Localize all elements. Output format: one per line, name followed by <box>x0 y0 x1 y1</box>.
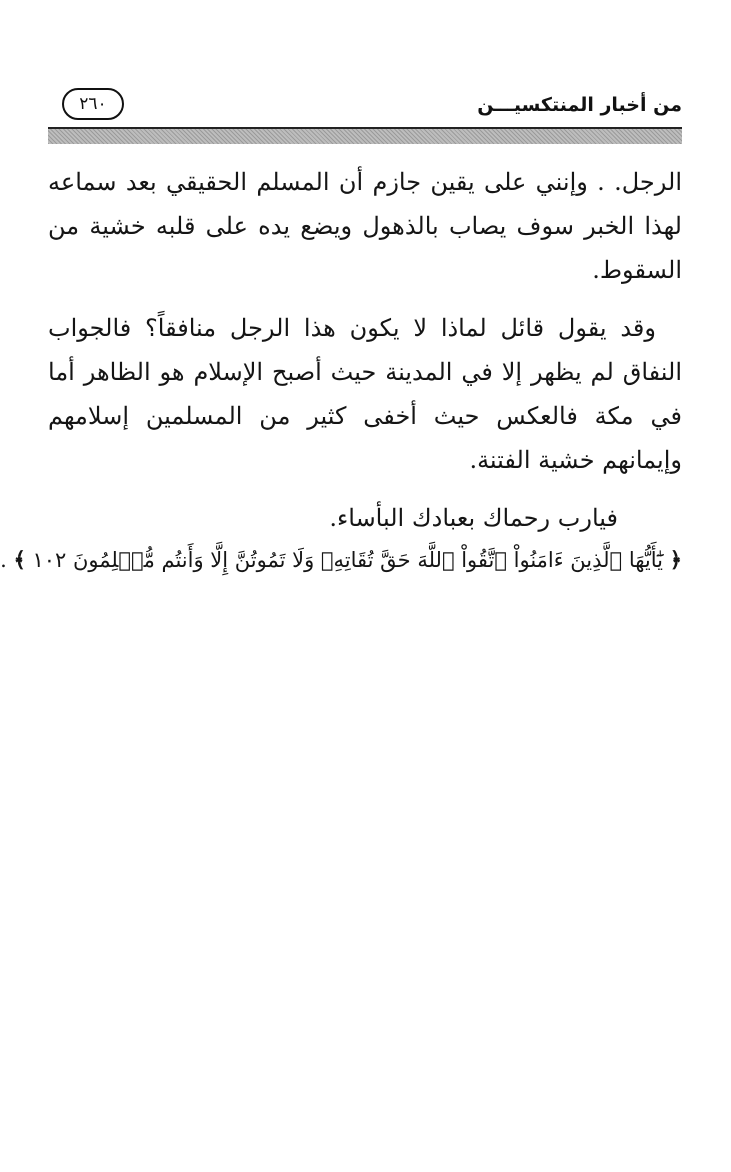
quran-verse <box>0 540 682 580</box>
header-rule <box>48 127 682 144</box>
verse-trailing-period: . <box>0 548 7 572</box>
ayah-number: ١٠٢ <box>32 548 67 572</box>
verse-close-brace: ﴾ <box>13 547 26 572</box>
running-title: من أخبار المنتكسيـــن <box>477 94 682 116</box>
closing-line: فيارب رحماك بعبادك البأساء. <box>329 504 618 532</box>
page-header <box>48 86 682 126</box>
paragraph: الرجل. . وإنني على يقين جازم أن المسلم الحقيقي بعد سماعه لهذا الخبر سوف يصاب بالذهول ويضع يده على قلبه خشية من السقوط. <box>48 168 682 284</box>
verse-open-brace: ﴿ <box>669 547 682 572</box>
verse-text: يَٰٓأَيُّهَا ٱلَّذِينَ ءَامَنُواْ ٱتَّقُواْ ٱللَّهَ حَقَّ تُقَاتِهِۦ وَلَا تَمُوتُنَّ إِلَّا وَأَنتُم مُّسۡلِمُونَ <box>73 548 663 572</box>
body-text <box>0 160 682 580</box>
page-number-frame <box>62 88 124 120</box>
page-number: ٢٦٠ <box>79 94 107 114</box>
paragraph: وقد يقول قائل لماذا لا يكون هذا الرجل منافقاً؟ فالجواب النفاق لم يظهر إلا في المدينة حيث أصبح الإسلام هو الظاهر أما في مكة فالعكس حيث أخفى كثير من المسلمين إسلامهم وإيمانهم خشية الفتنة. <box>48 314 682 474</box>
